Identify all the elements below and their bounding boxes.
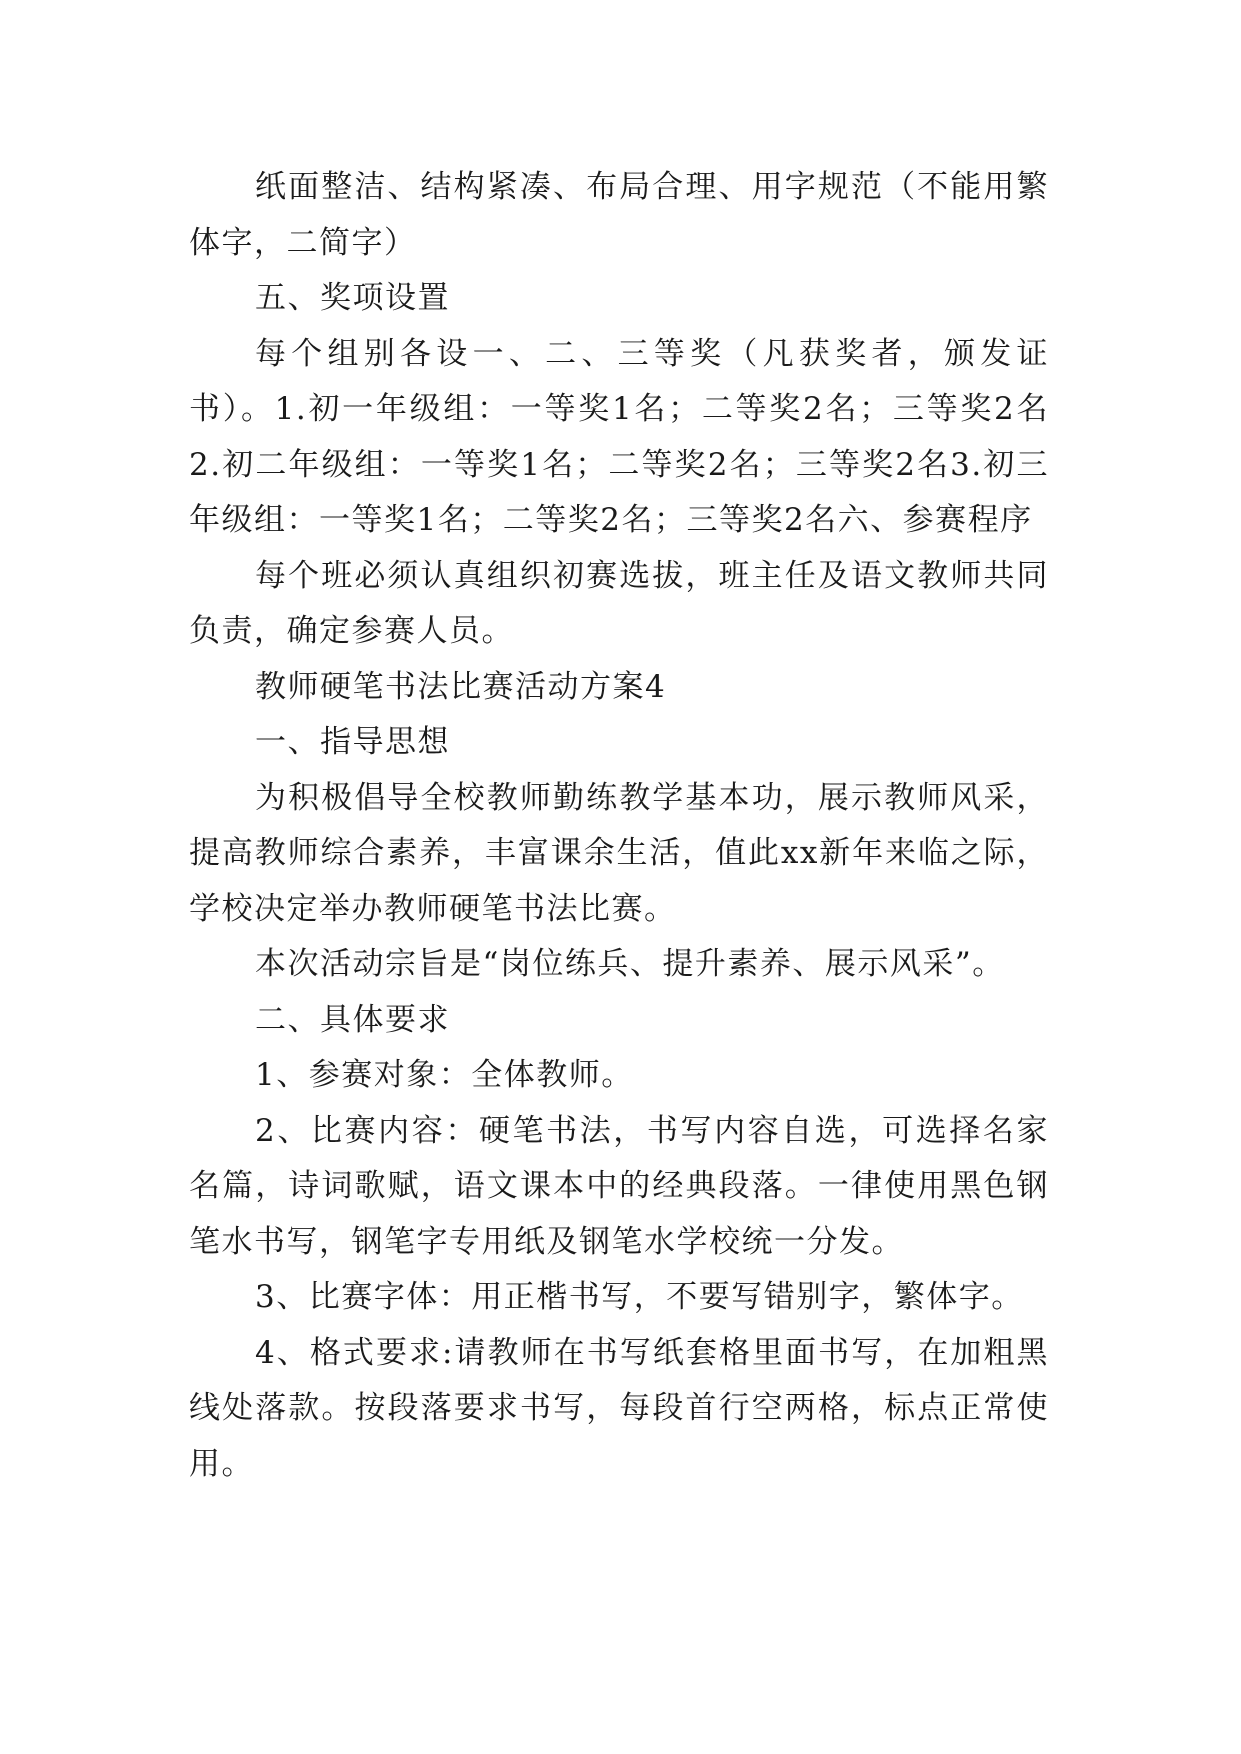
document-body — [189, 160, 1049, 1492]
document-title: 教师硬笔书法比赛活动方案4 — [255, 668, 667, 705]
paragraph: 为积极倡导全校教师勤练教学基本功，展示教师风采，提高教师综合素养，丰富课余生活，值此xx新年来临之际，学校决定举办教师硬笔书法比赛。 — [189, 779, 1049, 927]
list-item: 4、格式要求:请教师在书写纸套格里面书写，在加粗黑线处落款。按段落要求书写，每段首行空两格，标点正常使用。 — [189, 1334, 1049, 1482]
list-item: 2、比赛内容：硬笔书法，书写内容自选，可选择名家名篇，诗词歌赋，语文课本中的经典段落。一律使用黑色钢笔水书写，钢笔字专用纸及钢笔水学校统一分发。 — [189, 1112, 1049, 1260]
paragraph: 纸面整洁、结构紧凑、布局合理、用字规范（不能用繁体字，二简字） — [189, 169, 1049, 261]
paragraph: 本次活动宗旨是“岗位练兵、提升素养、展示风采”。 — [255, 946, 1005, 982]
section-heading: 五、奖项设置 — [255, 280, 450, 316]
section-heading: 一、指导思想 — [255, 724, 450, 760]
paragraph: 每个组别各设一、二、三等奖（凡获奖者，颁发证书）。1.初一年级组：一等奖1名；二等奖2名；三等奖2名2.初二年级组：一等奖1名；二等奖2名；三等奖2名3.初三年级组：一等奖1名；二等奖2名；三等奖2名六、参赛程序 — [189, 335, 1049, 538]
list-item: 1、参赛对象：全体教师。 — [255, 1057, 634, 1093]
list-item: 3、比赛字体：用正楷书写，不要写错别字，繁体字。 — [255, 1279, 1024, 1315]
paragraph: 每个班必须认真组织初赛选拔，班主任及语文教师共同负责，确定参赛人员。 — [189, 557, 1049, 649]
section-heading: 二、具体要求 — [255, 1001, 450, 1038]
